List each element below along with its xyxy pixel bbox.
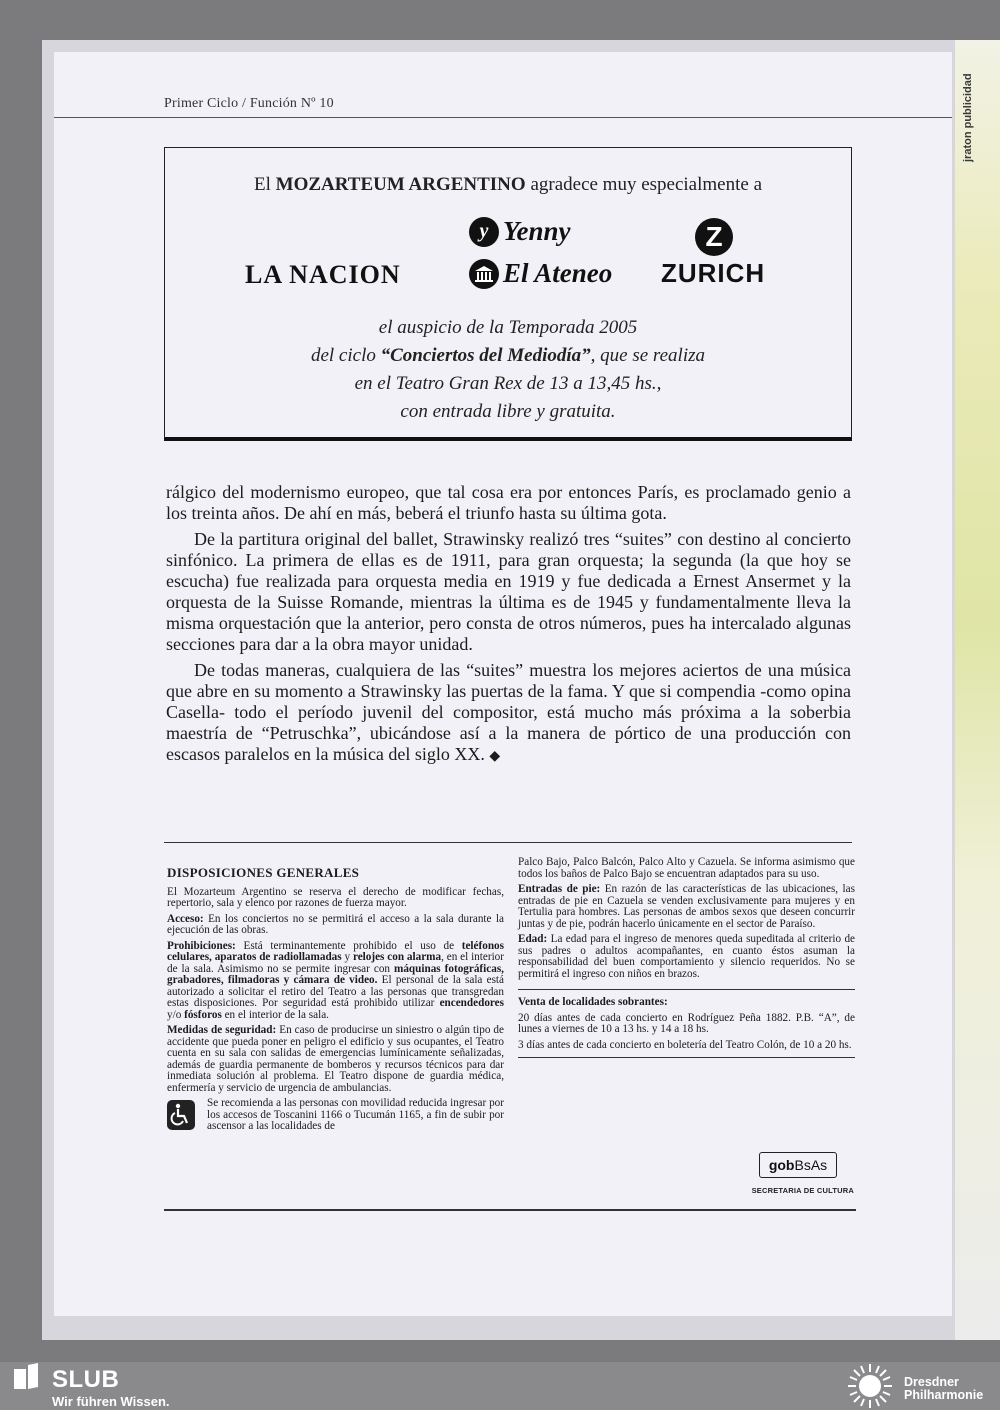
prohibitions-rule	[167, 941, 504, 1022]
safety-label: Medidas de seguridad:	[167, 1024, 277, 1036]
document-page	[54, 52, 952, 1316]
auspicio-line-4: con entrada libre y gratuita.	[400, 401, 616, 422]
prohibitions-label: Prohibiciones:	[167, 939, 236, 952]
standing-tickets-label: Entradas de pie:	[518, 883, 601, 895]
body-paragraph-1: rálgico del modernismo europeo, que tal cosa era por entonces París, es proclamado genio a los treinta años. De ahí en más, beberá el triunfo hasta su última gota.	[166, 482, 851, 523]
gob-text: gob	[768, 1157, 795, 1173]
accessibility-text: Se recomienda a las personas con movilidad reducida ingresar por los accesos de Toscanini 1166 o Tucumán 1165, a fin de subir por ascensor a las localidades de	[207, 1097, 504, 1132]
sponsorship-statement	[165, 314, 851, 426]
ticket-sales-text-2: 3 días antes de cada concierto en boletería del Teatro Colón, de 10 a 20 hs.	[518, 1038, 852, 1051]
slub-tagline: Wir führen Wissen.	[52, 1394, 170, 1409]
safety-rule	[167, 1025, 504, 1094]
access-text: En los conciertos no se permitirá el acceso a la sala durante la ejecución de las obras.	[167, 912, 504, 936]
accessibility-note	[167, 1098, 504, 1133]
auspicio-line-3: en el Teatro Gran Rex de 13 a 13,45 hs.,	[354, 373, 662, 394]
yenny-wordmark: Yenny	[503, 216, 571, 246]
access-label: Acceso:	[167, 912, 204, 925]
age-rule	[518, 934, 855, 980]
philharmonie-logo-icon	[846, 1362, 894, 1410]
bsas-text: BsAs	[794, 1157, 828, 1173]
el-ateneo-logo	[469, 258, 612, 289]
prohibitions-text: y/o	[167, 1008, 185, 1021]
side-label	[962, 62, 1000, 162]
sponsor-thanks	[165, 174, 851, 196]
venta-bottom-rule	[518, 1057, 855, 1058]
sponsor-box	[164, 147, 852, 441]
auspicio-line-2	[165, 342, 851, 370]
yenny-mark-icon: y	[469, 217, 499, 247]
zurich-mark-icon: Z	[695, 218, 733, 256]
provisions-left-column	[167, 857, 504, 1133]
provisions-intro: El Mozarteum Argentino se reserva el derecho de modificar fechas, repertorio, sala y elenco por razones de fuerza mayor.	[167, 885, 504, 909]
age-label: Edad:	[518, 933, 548, 945]
prohibitions-text: Está terminantemente prohibido el uso de	[235, 939, 462, 952]
thanks-suffix: agradece muy especialmente a	[525, 174, 762, 195]
yenny-logo	[469, 216, 571, 247]
end-diamond-icon: ◆	[489, 749, 501, 764]
body-paragraph-3-text: De todas maneras, cualquiera de las “suites” muestra los mejores aciertos de una música que abre en su momento a Strawinsky las puertas de la fama. Y que si compendia -como opina Casella- todo el período juvenil del compositor, está mucho más próxima a la soberbia maestría de “Petruschka”, ubicándose así a la manera de pórtico de una producción con escasos paralelos en la música del siglo XX.	[166, 660, 851, 764]
prohibitions-bold: relojes con alarma	[352, 951, 442, 963]
running-head: Primer Ciclo / Función Nº 10	[164, 96, 334, 111]
philharmonie-name	[904, 1376, 983, 1402]
ticket-sales-text-1: 20 días antes de cada concierto en Rodríguez Peña 1882. P.B. “A”, de lunes a viernes de 10 a 13 hs. y 14 a 18 hs.	[518, 1011, 855, 1035]
auspicio-line-2-prefix: del ciclo	[310, 345, 381, 366]
access-rule	[167, 914, 504, 937]
prohibitions-text: El personal de la sala está autorizado a solicitar el retiro del Teatro a las personas que transgredan estas disposiciones. Por seguridad está prohibido utilizar	[167, 974, 505, 1009]
bottom-rule	[164, 1209, 856, 1211]
header-rule	[54, 117, 952, 118]
slub-logo-icon	[14, 1363, 40, 1391]
zurich-logo: ZURICH	[661, 258, 766, 288]
thanks-org: MOZARTEUM ARGENTINO	[275, 174, 526, 195]
safety-text: En caso de producirse un siniestro o algún tipo de accidente que pueda poner en peligro el edificio y sus ocupantes, el Teatro cuenta en su sala con salidas de emergencias lumínicamente señalizadas, además de guardia permanente de bomberos y recursos técnicos para dar inmediata solución al problema. El Teatro dispone de guardia médica, enfermería y servicio de urgencia de ambulancias.	[167, 1024, 504, 1094]
phil-line-2: Philharmonie	[904, 1388, 984, 1402]
side-label-text: jraton publicidad	[962, 73, 974, 162]
palcos-note: Palco Bajo, Palco Balcón, Palco Alto y Cazuela. Se informa asimismo que todos los baños de Palco Bajo se encuentran adaptados para su uso.	[518, 856, 855, 880]
standing-tickets-text: En razón de las características de las ubicaciones, las entradas de pie en Cazuela se venden exclusivamente para mujeres y en Tertulia para hombres. Las personas de ambos sexos que deseen concurrir juntas y de pie, podrán hacerlo únicamente en el sector de Paraíso.	[518, 883, 855, 930]
auspicio-line-1: el auspicio de la Temporada 2005	[378, 317, 638, 338]
ticket-sales-title	[518, 997, 855, 1009]
age-text: La edad para el ingreso de menores queda supeditada al criterio de sus padres o adultos acompañantes, en cuanto éstos asuman la responsabilidad del buen comportamiento y silencio requeridos. No se permitirá el ingreso con niños en brazos.	[518, 933, 855, 980]
la-nacion-logo: LA NACION	[245, 260, 401, 289]
el-ateneo-wordmark: El Ateneo	[503, 258, 613, 288]
prohibitions-text: y	[341, 951, 353, 963]
prohibitions-bold: máquinas fotográficas, grabadores, filmadoras y cámara de video.	[167, 962, 504, 986]
thanks-prefix: El	[254, 174, 276, 195]
article-body	[166, 482, 851, 772]
body-paragraph-3	[166, 660, 851, 767]
slub-name: SLUB	[52, 1366, 120, 1393]
cycle-name: “Conciertos del Mediodía”	[380, 345, 591, 366]
body-paragraph-2: De la partitura original del ballet, Strawinsky realizó tres “suites” con destino al concierto sinfónico. La primera de ellas es de 1911, para gran orquesta; la segunda (la que hoy se escucha) fue realizada para orquesta media en 1919 y fue dedicada a Ernest Ansermet y la orquesta de la Suisse Romande, mientras la última es de 1945 y fundamentalmente lleva la misma orquestación que la anterior, pero consta de otros números, pues ha intercalado algunas secciones para dar a la obra mayor unidad.	[166, 529, 851, 654]
standing-tickets-rule	[518, 884, 855, 930]
gobbsas-logo	[759, 1152, 837, 1178]
prohibitions-bold: fósforos	[184, 1008, 222, 1021]
section-rule	[164, 842, 852, 843]
prohibitions-text: en el interior de la sala.	[221, 1008, 329, 1021]
prohibitions-bold: encendedores	[439, 997, 504, 1009]
phil-line-1: Dresdner	[904, 1375, 959, 1389]
auspicio-line-2-suffix: , que se realiza	[590, 345, 706, 366]
adjacent-page-strip	[955, 40, 1000, 1340]
provisions-right-column	[518, 857, 855, 1058]
prohibitions-bold: teléfonos celulares, aparatos de radiollamadas	[167, 939, 504, 963]
building-icon	[469, 259, 499, 289]
prohibitions-text: , en el interior de la sala. Asimismo no se permite ingresar con	[167, 951, 505, 975]
secretaria-label: SECRETARIA DE CULTURA	[751, 1186, 854, 1195]
venta-top-rule	[518, 989, 855, 990]
provisions-title: DISPOSICIONES GENERALES	[167, 865, 360, 880]
ticket-sales-label: Venta de localidades sobrantes:	[518, 996, 668, 1008]
wheelchair-icon	[167, 1100, 195, 1130]
